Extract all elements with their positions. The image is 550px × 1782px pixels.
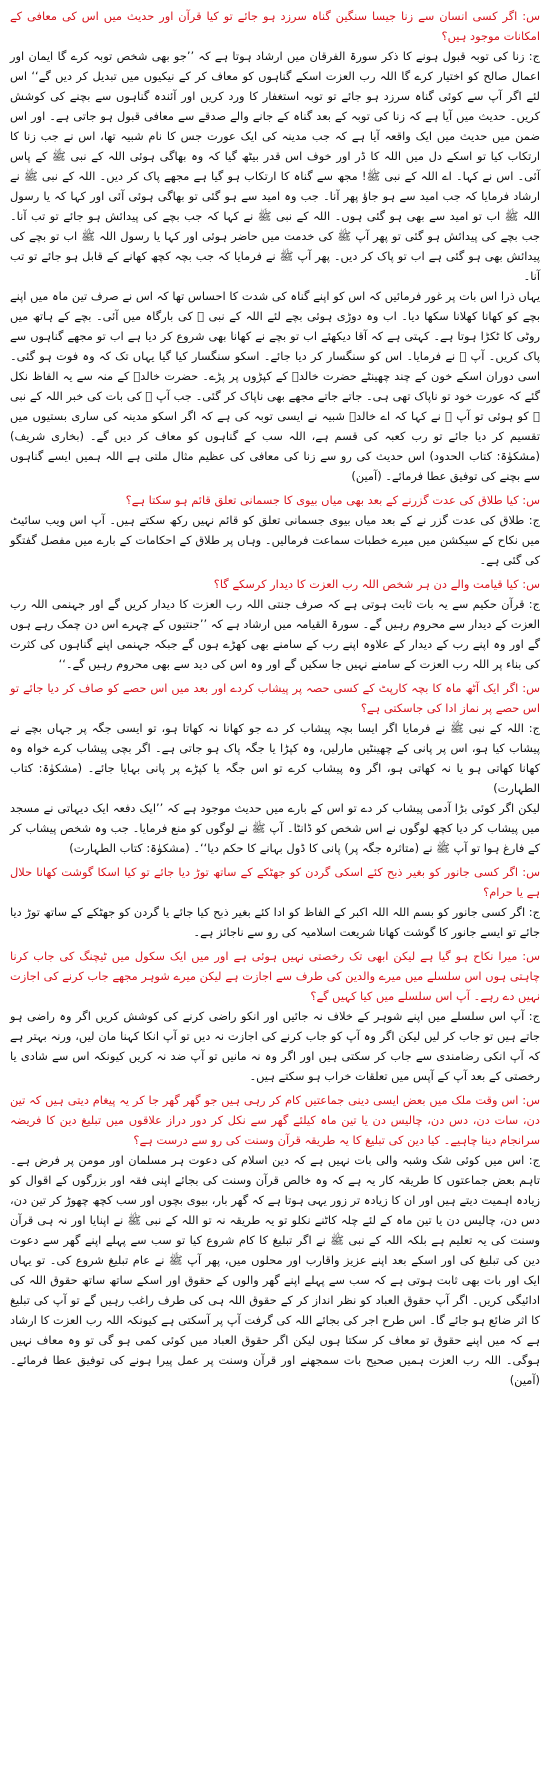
qa-item-5 [10,862,540,942]
question-text: س: کیا قیامت والے دن ہر شخص اللہ رب العزت کا دیدار کرسکے گا؟ [213,577,540,591]
answer-body [10,902,540,942]
answer-body [10,1006,540,1086]
question-text: س: اگر کسی جانور کو بغیر ذبح کئے اسکی گردن کو جھٹکے کے ساتھ توڑ دیا جائے تو کیا اسکا گوشت کھانا حلال ہے یا حرام؟ [10,865,540,899]
qa-item-1 [10,6,540,486]
question-text: س: اگر ایک آٹھ ماہ کا بچہ کارپٹ کے کسی حصہ پر پیشاب کردے اور بعد میں اس حصے کو صاف کر دیا جائے تو اس حصے پر نماز ادا کی جاسکتی ہے؟ [10,681,540,715]
answer-paragraph: ج: آپ اس سلسلے میں اپنے شوہر کے خلاف نہ جائیں اور انکو راضی کرنے کی کوشش کریں اگر وہ راضی ہو جاتے ہیں تو جاب کر لیں لیکن اگر وہ آپ کو جاب کرنے کی اجازت نہ دیں تو آپ انکا کہنا مان لیں، ورنہ بہتر ہے کہ آپ انکی رضامندی سے جاب کر سکتی ہیں اور اگر وہ نہ مانیں تو آپ ضد نہ کریں کیونکہ اس سے شادی یا رخصتی کے بعد آپ کے آپس میں تعلقات خراب ہو سکتے ہیں۔ [10,1009,540,1083]
answer-paragraph: ج: زنا کی توبہ قبول ہونے کا ذکر سورۃ الفرقان میں ارشاد ہوتا ہے کہ ’’جو بھی شخص توبہ کرے گا ایمان اور اعمال صالح کو اختیار کرے گا اللہ رب العزت اسکے گناہوں کو معاف کر کے نیکیوں میں تبدیل کر دیں گے‘‘ اس لئے اگر آپ سے کوئی گناہ سرزد ہو جائے تو توبہ استغفار کا ورد کریں اور آئندہ گناہوں سے بچنے کی کوشش کریں۔ حدیث میں آیا ہے کہ زنا کی توبہ کے بعد گناہ کے جانے والے صدقے سے معافی قبول ہو جاتی ہے۔ اور اس ضمن میں حدیث میں ایک واقعہ آیا ہے کہ جب مدینہ کی ایک عورت جس کا نام شبیہ تھا، اس نے جب زنا کا ارتکاب کیا تو اسکے دل میں اللہ کا ڈر اور خوف اس قدر بیٹھ گیا کہ وہ بھاگی ہوئی اللہ کے نبی ﷺ کے پاس آئی۔ اس نے کہا۔ اے اللہ کے نبی ﷺ! مجھ سے گناہ کا ارتکاب ہو گیا ہے مجھے پاک کر دیں۔ اللہ کے نبی ﷺ نے ارشاد فرمایا کہ جب امید سے ہو جاؤ پھر آنا۔ جب وہ امید سے ہو گئی تو بھاگی ہوئی آئی اور کہا کہ یا رسول اللہ ﷺ اب تو امید سے بھی ہو گئی ہوں۔ اللہ کے نبی ﷺ نے کہا کہ جب بچے کی پیدائش ہو جائے تو تب آنا۔ جب بچے کی پیدائش ہو گئی تو پھر آپ ﷺ کی خدمت میں حاضر ہوئی اور کہا یا رسول اللہ ﷺ اب تو بچے کی پیدائش بھی ہو گئی ہے اب تو پاک کر دیں۔ پھر آپ ﷺ نے فرمایا کہ جب بچہ کچھ کھانے کے قابل ہو جائے تو تب آنا۔ [10,49,540,283]
qa-item-6 [10,946,540,1086]
question-text: س: میرا نکاح ہو گیا ہے لیکن ابھی تک رخصتی نہیں ہوئی ہے اور میں ایک سکول میں ٹیچنگ کی جاب کرنا چاہتی ہوں اس سلسلے میں میرے والدین کی طرف سے اجازت ہے لیکن میرے شوہر مجھے جاب کرنے کی اجازت نہیں دے رہے۔ آپ اس سلسلے میں کیا کہیں گے؟ [10,949,540,1003]
answer-paragraph: لیکن اگر کوئی بڑا آدمی پیشاب کر دے تو اس کے بارے میں حدیث موجود ہے کہ ’’ایک دفعہ ایک دیہاتی نے مسجد میں پیشاب کر دیا کچھ لوگوں نے اس شخص کو ڈانٹا۔ آپ ﷺ نے لوگوں کو منع فرمایا۔ جب وہ شخص پیشاب کر کے فارغ ہوا تو آپ ﷺ نے (متاثرہ جگہ پر) پانی کا ڈول بہانے کا حکم دیا‘‘۔ (مشکوٰۃ: کتاب الطہارت) [10,801,540,855]
answer-body [10,718,540,858]
answer-body [10,594,540,674]
answer-body [10,1150,540,1390]
qa-item-3 [10,574,540,674]
qa-item-2 [10,490,540,570]
answer-paragraph: ج: اللہ کے نبی ﷺ نے فرمایا اگر ایسا بچہ پیشاب کر دے جو کھانا نہ کھاتا ہو، تو ایسی جگہ پر جہاں بچے نے پیشاب کیا ہو، اس پر پانی کے چھینٹیں مارلیں، وہ کپڑا یا جگہ پاک ہو جاتی ہے۔ اگر بچی پیشاب کرے خواہ وہ کھانا کھاتی ہو یا نہ کھاتی ہو، اگر وہ پیشاب کرے تو اس جگہ یا کپڑے پر پانی بہایا جائے۔ (مشکوٰۃ: کتاب الطہارت) [10,721,540,795]
qa-item-7 [10,1090,540,1390]
answer-paragraph: ج: اس میں کوئی شک وشبہ والی بات نہیں ہے کہ دین اسلام کی دعوت ہر مسلمان اور مومن پر فرض ہے۔ تاہم بعض جماعتوں کا طریقہ کار یہ ہے کہ وہ خالص قرآن وسنت کی بجائے اپنی فقہ اور بزرگوں کے اقوال کو زیادہ اہمیت دیتے ہیں اور ان کا زیادہ تر زور یہی ہوتا ہے کہ گھر بار، بیوی بچوں اور سب کچھ چھوڑ کر تین دن، دس دن، چالیس دن یا تین ماہ کے لئے چلہ کاٹنے نکلو تو یہ طریقہ نہ تو اللہ کے نبی ﷺ نے اپنایا اور نہ ہی قرآن وسنت کی یہ تعلیم ہے بلکہ اللہ کے نبی ﷺ نے اگر تبلیغ کا کام شروع کیا تو سب سے پہلے اپنے گھر سے دعوت دین کی تبلیغ کی اور اسکے بعد اپنے عزیز واقارب اور محلوں میں، پھر آپ ﷺ نے عام تبلیغ شروع کی۔ تو یہاں ایک اور بات بھی ثابت ہوتی ہے کہ سب سے پہلے اپنے گھر والوں کے حقوق اور اسکے ساتھ ساتھ حقوق اللہ کی ادائیگی کریں۔ اگر آپ حقوق العباد کو نظر انداز کر کے حقوق اللہ ہی کی طرف راغب رہیں گے تو آپ کی تبلیغ کا اثر ضائع ہو جائے گا۔ اس طرح اجر کی بجائے اللہ کی گرفت آپ پر آسکتی ہے کیونکہ اللہ رب العزت کا ارشاد ہے کہ میں اپنے حقوق تو معاف کر سکتا ہوں لیکن اگر حقوق العباد میں کوئی کمی ہو گی تو وہ معاف نہیں ہوگی۔ اللہ رب العزت ہمیں صحیح بات سمجھنے اور قرآن وسنت پر عمل پیرا ہونے کی توفیق عطا فرمائے۔ (آمین) [10,1153,540,1387]
question-text: س: اگر کسی انسان سے زنا جیسا سنگین گناہ سرزد ہو جائے تو کیا قرآن اور حدیث میں اس کی معافی کے امکانات موجود ہیں؟ [10,9,540,43]
answer-body [10,46,540,486]
answer-body [10,510,540,570]
answer-paragraph: ج: اگر کسی جانور کو بسم اللہ اللہ اکبر کے الفاظ کو ادا کئے بغیر ذبح کیا جائے یا گردن کو جھٹکے کے ساتھ توڑ دیا جائے تو ایسے جانور کا گوشت کھانا شریعت اسلامیہ کی رو سے ناجائز ہے۔ [10,905,540,939]
answer-paragraph: یہاں ذرا اس بات پر غور فرمائیں کہ اس کو اپنے گناہ کی شدت کا احساس تھا کہ اس نے صرف تین ماہ میں اپنے بچے کو کھانا کھلانا سکھا دیا۔ اب وہ دوڑی ہوئی بچے لئے اللہ کے نبی ﷺ کی بارگاہ میں آئی۔ بچے کے ہاتھ میں روٹی کا ٹکڑا ہوتا ہے۔ کہتی ہے کہ آقا دیکھئے اب تو بچے نے کھانا بھی شروع کر دیا ہے اب تو مجھے گناہوں سے پاک کریں۔ آپ ﷺ نے فرمایا۔ اس کو سنگسار کر دیا جائے۔ اسکو سنگسار کیا گیا یہاں تک کہ وہ فوت ہو گئی۔ اسی دوران اسکے خون کے چند چھینٹے حضرت خالدؓ کے کپڑوں پر پڑے۔ حضرت خالدؓ کے منہ سے یہ الفاظ نکل گئے کہ عورت خود تو ناپاک تھی ہی۔ جاتے جاتے مجھے بھی ناپاک کر گئی۔ جب آپ ﷺ کی بات کی خبر اللہ کے نبی ﷺ کو ہوئی تو آپ ﷺ نے کہا کہ اے خالدؓ شبیہ نے ایسی توبہ کی ہے کہ اگر اسکو مدینہ کی ساری بستیوں میں تقسیم کر دیا جائے تو رب کعبہ کی قسم ہے، اللہ سب کے گناہوں کو معاف کر دیں گے۔ (بخاری شریف) (مشکوٰۃ: کتاب الحدود) اس حدیث کی رو سے زنا کی معافی کی عظیم مثال ملتی ہے اللہ ہمیں ایسے گناہوں سے بچنے کی توفیق عطا فرمائے۔ (آمین) [10,289,540,483]
question-text: س: اس وقت ملک میں بعض ایسی دینی جماعتیں کام کر رہی ہیں جو گھر گھر جا کر یہ پیغام دیتی ہیں کہ تین دن، سات دن، دس دن، چالیس دن یا تین ماہ کیلئے گھر سے نکل کر دور دراز علاقوں میں تبلیغ دین کا فریضہ سرانجام دینا چاہیے۔ کیا دین کی تبلیغ کا یہ طریقہ قرآن وسنت کی رو سے درست ہے؟ [10,1093,540,1147]
qa-item-4 [10,678,540,858]
question-text: س: کیا طلاق کی عدت گزرنے کے بعد بھی میاں بیوی کا جسمانی تعلق قائم ہو سکتا ہے؟ [125,493,540,507]
answer-paragraph: ج: طلاق کی عدت گزر نے کے بعد میاں بیوی جسمانی تعلق کو قائم نہیں رکھ سکتے ہیں۔ آپ اس ویب سائیٹ میں نکاح کے سیکشن میں میرے خطبات سماعت فرمالیں۔ وہاں پر طلاق کے احکامات کے بارے میں مفصل گفتگو کی گئی ہے۔ [10,513,540,567]
answer-paragraph: ج: قرآن حکیم سے یہ بات ثابت ہوتی ہے کہ صرف جنتی اللہ رب العزت کا دیدار کریں گے اور جہنمی اللہ رب العزت کے دیدار سے محروم رہیں گے۔ سورۃ القیامہ میں ارشاد ہے کہ ’’جنتیوں کے چہرے اس دن چمک رہے ہوں گے اور وہ اپنے رب کے دیدار کے علاوہ اپنے رب کے سامنے بھی کھڑے ہوں گے جبکہ جہنمی اپنے گناہوں کی کثرت کی بناء پر اللہ رب العزت کے سامنے نہیں جا سکیں گے اور وہ اس کی دید سے بھی محروم رہیں گے۔‘‘ [10,597,540,671]
